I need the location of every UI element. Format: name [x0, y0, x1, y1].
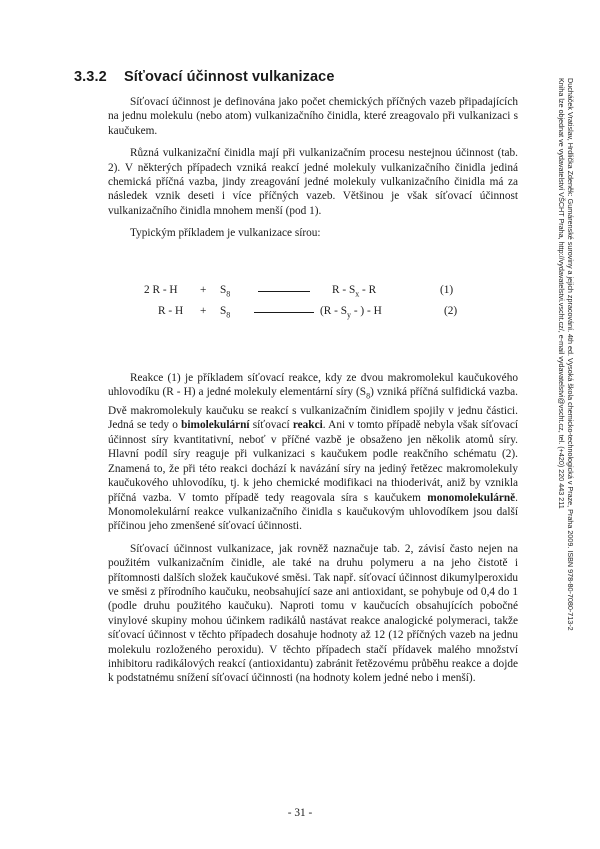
paragraph-example-intro: Typickým příkladem je vulkanizace sírou:	[130, 227, 321, 240]
sidebar-order-info: Kniha lze objednat ve vydavatelství VŠCHT Praha, http://vydavatelstvi.vscht.cz/, e-mail vydavatelstvi@vscht.cz, tel. (+420) 220 443 211	[557, 78, 566, 509]
eq2-product: ($R - S_y$ - ) - H	[320, 305, 382, 320]
section-title: Síťovací účinnost vulkanizace	[124, 69, 335, 85]
eq1-sulfur: $S_8$	[220, 284, 231, 299]
section-heading	[74, 69, 335, 85]
eq2-reactant: R - H	[158, 305, 184, 317]
section-number: 3.3.2	[74, 69, 107, 85]
eq1-arrow-line	[258, 291, 310, 292]
eq1-number: (1)	[440, 284, 454, 296]
reaction-equations	[108, 280, 518, 340]
paragraph-definition: Síťovací účinnost je definována jako počet chemických příčných vazeb připadajících na jednu molekulu (nebo atom) vulkanizačního činidla, které zreagovalo při vulkanizaci s kaučukem.	[108, 96, 518, 137]
sidebar-citation: Ducháček Vratislav, Hrdlička Zdeněk: Gumárenské suroviny a jejich zpracování. 4th ed. Vysoká škola chemicko-technologická v Praze, Praha 2009. ISBN 978-80-7080-713-2	[566, 78, 575, 631]
eq2-plus: +	[200, 305, 207, 317]
paragraph-dependence: Síťovací účinnost vulkanizace, jak rovněž naznačuje tab. 2, závisí často nejen na použitém vulkanizačním činidle, ale také na druhu polymeru a na jeho čistotě i přítomnosti dalších složek kaučukové směsi. Tak např. síťovací účinnost dikumylperoxidu ve směsi z přírodního kaučuku, neobsahující saze ani antioxidant, se pohybuje od 0,4 do 1 (podle druhu použitého kaučuku). Naproti tomu v kaučucích obsahujících pobočné vinylové skupiny mohou účinkem radikálů nastávat reakce analogické polymeraci, takže síťovací účinnost v těchto případech dosahuje hodnoty až 12 (12 příčných vazeb na jednu molekulu rozloženého peroxidu). V těchto případech stačí přídavek malého množství inhibitoru radikálových reakcí (antioxidantu) zabránit řetězovému průběhu reakce a dojde k podstatnému snížení síťovací účinnosti (na hodnoty kolem jedné nebo i menší).	[108, 542, 518, 685]
eq1-plus: +	[200, 284, 207, 296]
eq2-sulfur: $S_8$	[220, 305, 231, 320]
eq1-product: R - $S_x$ - R	[332, 284, 377, 299]
page-number: - 31 -	[287, 807, 313, 819]
body-text-bottom	[108, 371, 518, 694]
body-text-top	[108, 95, 518, 249]
equation-1	[108, 284, 518, 300]
eq2-number: (2)	[444, 305, 458, 317]
paragraph-reaction-explanation: Reakce (1) je příkladem síťovací reakce, kdy ze dvou makromolekul kaučukového uhlovodíku (R - H) a jedné molekuly elementární síry $(S_8)$ vzniká příčná sulfidická vazba. Dvě makromolekuly kaučuku se reakcí s vulkanizačním činidlem spojily v jednu částici. Jedná se tedy o bimolekulární síťovací reakci. Ani v tomto případě nebyla však síťovací účinnost síry kvantitativní, neboť v příčné vazbě je obsaženo jen několik atomů síry. Hlavní podíl síry reaguje při vulkanizaci s kaučukem podle reakčního schématu (2). Znamená to, že při této reakci dochází k navázání síry na jediný řetězec makromolekuly kaučukového uhlovodíku, tj. k jeho chemické modifikaci na thioderivát, aniž by vznikla příčná vazba. V tomto případě tedy reagovala síra s kaučukem monomolekulárně. Monomolekulární reakce vulkanizačního činidla s kaučukovým uhlovodíkem jsou další příčinou jeho zmenšené síťovací účinnosti.	[108, 372, 519, 533]
eq1-reactant: 2 R - H	[144, 284, 178, 296]
eq2-arrow-line	[254, 312, 314, 313]
equation-2	[108, 305, 518, 321]
paragraph-activity: Různá vulkanizační činidla mají při vulkanizačním procesu nestejnou účinnost (tab. 2). V některých případech vzniká reakcí jedné molekuly vulkanizačního činidla jediná chemická příčná vazba, jindy zreagování jedné molekuly vulkanizačního činidla má za následek vznik deseti i více příčných vazeb. Většinou je však síťovací účinnost vulkanizačního činidla mnohem menší (pod 1).	[108, 147, 518, 217]
